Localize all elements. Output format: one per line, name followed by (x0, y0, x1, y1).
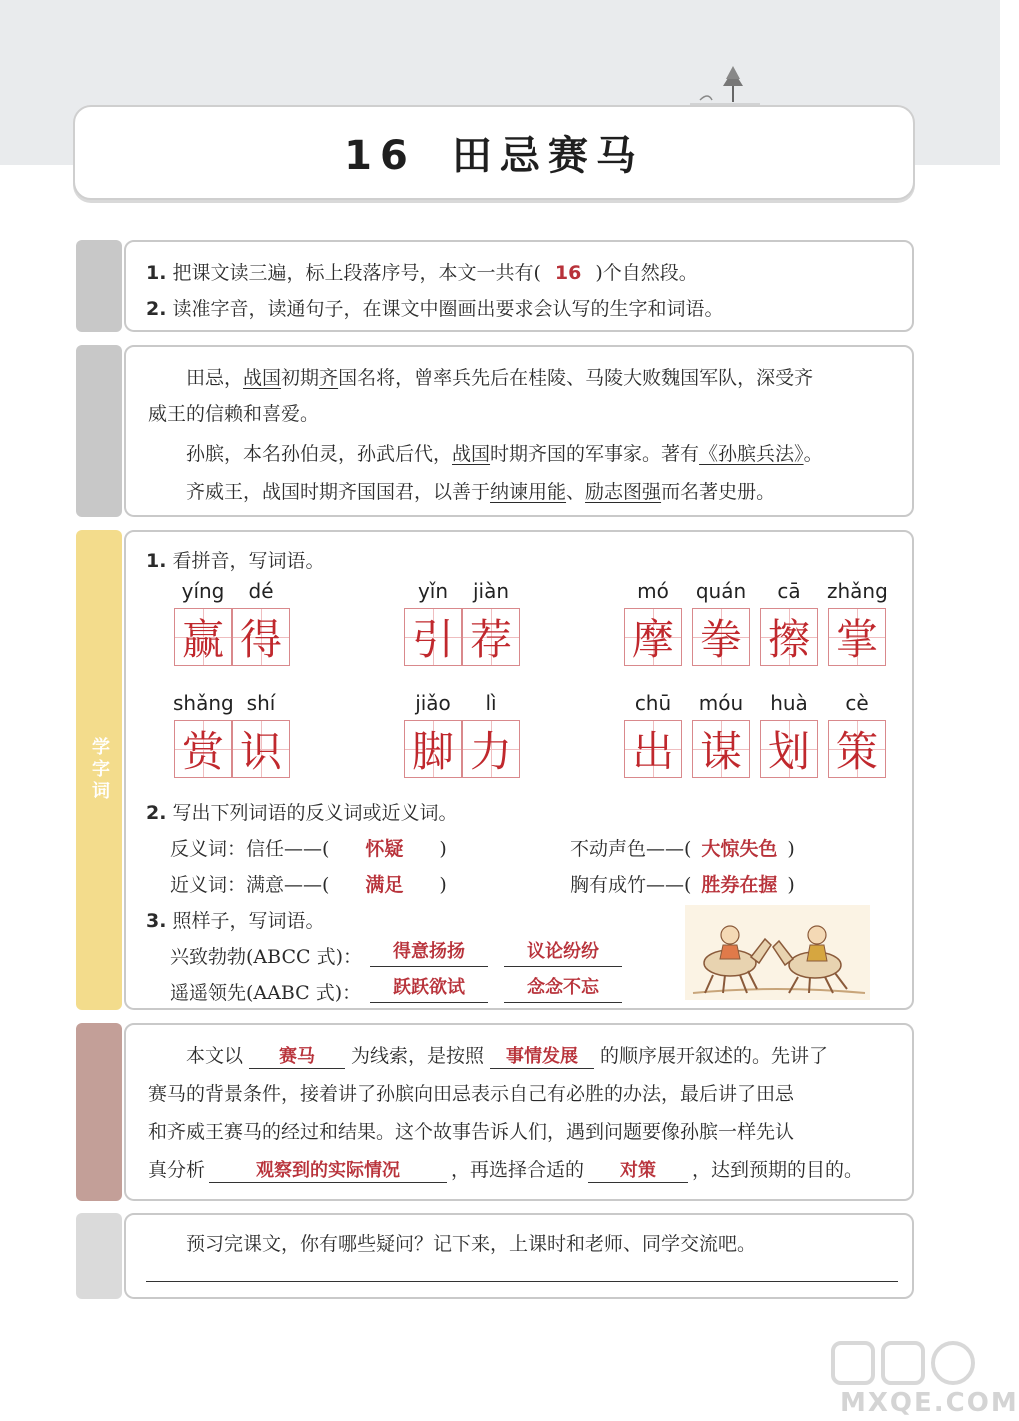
title-card (73, 105, 915, 200)
question-2: 2. 写出下列词语的反义词或近义词。 (146, 802, 458, 824)
character-cell: 划 (760, 720, 818, 778)
tab-read-text (76, 240, 122, 332)
questions-prompt: 预习完课文，你有哪些疑问？记下来，上课时和老师、同学交流吧。 (186, 1233, 757, 1255)
character-cell: 赏 (174, 720, 232, 778)
answer-blank: 跃跃欲试 (370, 973, 488, 1003)
section-questions (124, 1213, 914, 1299)
synonym-item: 近义词：满意——( 满足 ) (170, 874, 447, 896)
tab-background (76, 345, 122, 517)
pinyin: dé (248, 579, 274, 603)
pinyin: zhǎng (827, 579, 888, 603)
pinyin: lì (485, 691, 497, 715)
character-cell: 摩 (624, 608, 682, 666)
section-summary (124, 1023, 914, 1201)
pinyin: cā (777, 579, 801, 603)
pinyin: yíng (181, 579, 225, 603)
bio-tianji: 田忌，战国初期齐国名将，曾率兵先后在桂陵、马陵大败魏国军队，深受齐 (186, 367, 814, 389)
answer-blank: 得意扬扬 (370, 937, 488, 967)
pattern-aabc-label: 遥遥领先(AABC 式)： (170, 982, 362, 1004)
horse-race-illustration-icon (685, 905, 870, 1000)
tab-summary (76, 1023, 122, 1201)
character-cell: 策 (828, 720, 886, 778)
watermark-text: MXQE.COM (840, 1388, 1019, 1418)
pinyin: cè (845, 691, 869, 715)
tab-learn-words: 学字词 (76, 530, 122, 1010)
character-cell: 引 (404, 608, 462, 666)
character-cell: 赢 (174, 608, 232, 666)
page-title (344, 124, 644, 181)
pinyin: shǎng (173, 691, 234, 715)
question-1: 1. 看拼音，写词语。 (146, 550, 325, 572)
pinyin: quán (695, 579, 747, 603)
lesson-title: 田忌赛马 (451, 133, 644, 179)
character-cell: 擦 (760, 608, 818, 666)
antonym-item-2: 不动声色——( 大惊失色 ) (570, 838, 795, 860)
pinyin: móu (698, 691, 744, 715)
pattern-abcc-label: 兴致勃勃(ABCC 式)： (170, 946, 362, 968)
character-cell: 脚 (404, 720, 462, 778)
tab-questions (76, 1213, 122, 1299)
character-cell: 得 (232, 608, 290, 666)
pinyin: yǐn (417, 579, 449, 603)
summary-line-1: 本文以 赛马 为线索，是按照 事情发展 的顺序展开叙述的。先讲了 (186, 1041, 828, 1069)
bio-tianji-cont: 威王的信赖和喜爱。 (148, 403, 320, 425)
pinyin: jiàn (472, 579, 510, 603)
summary-line-4: 真分析 观察到的实际情况 ，再选择合适的 对策 ，达到预期的目的。 (148, 1155, 863, 1183)
character-cell: 识 (232, 720, 290, 778)
answer-paragraph-count: 16 (554, 262, 582, 284)
summary-line-3: 和齐威王赛马的经过和结果。这个故事告诉人们，遇到问题要像孙膑一样先认 (148, 1121, 795, 1143)
synonym-item-2: 胸有成竹——( 胜券在握 ) (570, 874, 795, 896)
pinyin: huà (770, 691, 808, 715)
answer-blank: 念念不忘 (504, 973, 622, 1003)
character-cell: 力 (462, 720, 520, 778)
character-cell: 荐 (462, 608, 520, 666)
bio-qiweiwang: 齐威王，战国时期齐国国君，以善于纳谏用能、励志图强而名著史册。 (186, 481, 776, 503)
antonym-item: 反义词：信任——( 怀疑 ) (170, 838, 447, 860)
bio-sunbin: 孙膑，本名孙伯灵，孙武后代，战国时期齐国的军事家。著有《孙膑兵法》。 (186, 443, 823, 465)
lesson-number: 16 (344, 133, 416, 179)
character-cell: 掌 (828, 608, 886, 666)
answer-blank: 议论纷纷 (504, 937, 622, 967)
pinyin: jiǎo (415, 691, 451, 715)
character-cell: 谋 (692, 720, 750, 778)
task-2: 2. 读准字音，读通句子，在课文中圈画出要求会认写的生字和词语。 (146, 298, 724, 320)
character-cell: 出 (624, 720, 682, 778)
pinyin: shí (246, 691, 276, 715)
answer-line[interactable] (146, 1281, 898, 1282)
tree-decoration-icon (690, 62, 760, 107)
section-background (124, 345, 914, 517)
section-read-text (124, 240, 914, 332)
summary-line-2: 赛马的背景条件，接着讲了孙膑向田忌表示自己有必胜的办法，最后讲了田忌 (148, 1083, 795, 1105)
question-3: 3. 照样子，写词语。 (146, 910, 325, 932)
character-cell: 拳 (692, 608, 750, 666)
pinyin: chū (634, 691, 672, 715)
pinyin: mó (637, 579, 669, 603)
task-1: 1. 把课文读三遍，标上段落序号，本文一共有( 16 )个自然段。 (146, 262, 698, 284)
